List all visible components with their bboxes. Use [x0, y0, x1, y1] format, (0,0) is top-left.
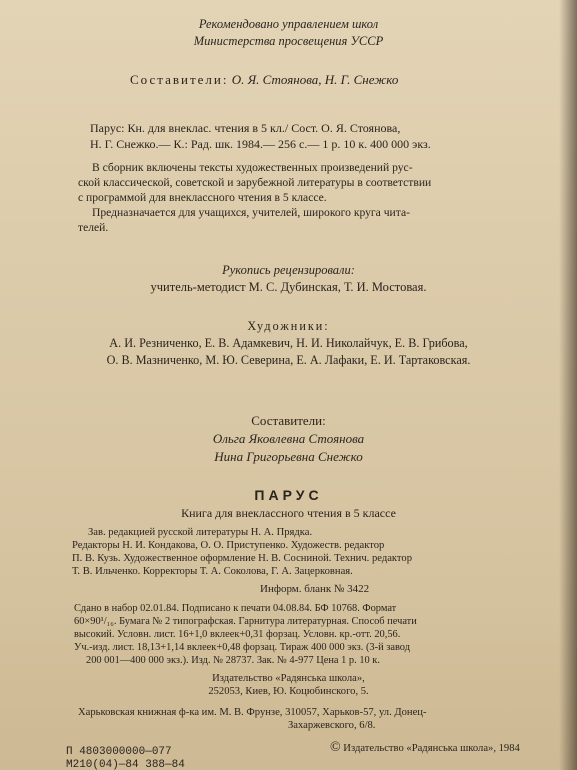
artists — [0, 318, 577, 369]
compilers-full-label: Составители: — [251, 413, 326, 428]
editorial-line-2: Редакторы Н. И. Кондакова, О. О. Приступенко. Художеств. редактор — [72, 540, 385, 551]
reviewers-names: учитель-методист М. С. Дубинская, Т. И. Мостовая. — [150, 280, 427, 294]
reviewers-label: Рукопись рецензировали: — [222, 263, 355, 277]
recommendation — [0, 16, 577, 50]
page-fold-shadow — [559, 0, 577, 770]
editorial-line-1: Зав. редакцией русской литературы Н. А. Прядка. — [88, 527, 313, 538]
publisher-name: Издательство «Радянська школа», — [212, 673, 365, 684]
artists-line-2: О. В. Мазниченко, М. Ю. Северина, Е. А. Лафаки, Е. И. Тартаковская. — [106, 353, 471, 367]
annotation-line-1: В сборник включены тексты художественных произведений рус- — [92, 161, 413, 174]
code-line-2: М210(04)—84 388—84 — [66, 759, 185, 770]
annotation — [78, 160, 431, 235]
printing-line-2: 60×90¹/₁₆. Бумага № 2 типографская. Гарнитура литературная. Способ печати — [74, 616, 417, 627]
printing-factory — [78, 706, 426, 732]
compiler-name-1: Ольга Яковлевна Стоянова — [212, 431, 365, 446]
annotation-line-5: телей. — [78, 221, 109, 234]
editorial-line-4: Т. В. Ильченко. Корректоры Т. А. Соколова, Г. А. Зацерковная. — [72, 566, 353, 577]
recommendation-line-2: Министерства просвещения УССР — [193, 34, 384, 48]
printing-details — [74, 602, 417, 667]
factory-line-1: Харьковская книжная ф-ка им. М. В. Фрунзе, 310057, Харьков-57, ул. Донец- — [78, 707, 427, 718]
artists-label: Художники: — [247, 319, 330, 333]
compilers-names: О. Я. Стоянова, Н. Г. Снежко — [231, 72, 399, 87]
copyright — [330, 740, 520, 756]
publisher — [0, 672, 577, 698]
publisher-address: 252053, Киев, Ю. Коцюбинского, 5. — [208, 686, 369, 697]
annotation-line-4: Предназначается для учащихся, учителей, широкого круга чита- — [92, 206, 410, 219]
printing-line-3: высокий. Условн. лист. 16+1,0 вклеек+0,31 форзац. Условн. кр.-отт. 20,56. — [74, 629, 401, 640]
editorial-staff — [72, 526, 412, 578]
compilers-short — [130, 72, 398, 88]
printing-line-1: Сдано в набор 02.01.84. Подписано к печати 04.08.84. БФ 10768. Формат — [74, 603, 397, 614]
biblio-line-2: Н. Г. Снежко.— К.: Рад. шк. 1984.— 256 с.— 1 р. 10 к. 400 000 экз. — [90, 137, 431, 151]
editorial-line-3: П. В. Кузь. Художественное оформление Н. В. Сосниной. Технич. редактор — [72, 553, 413, 564]
copyright-symbol: © — [330, 740, 341, 755]
factory-line-2: Захаржевского, 6/8. — [288, 720, 376, 731]
reviewers — [0, 262, 577, 296]
printing-line-4: Уч.-изд. лист. 18,13+1,14 вклеек+0,48 форзац. Тираж 400 000 экз. (3-й завод — [74, 642, 410, 653]
copyright-text: Издательство «Радянська школа», 1984 — [343, 743, 520, 754]
annotation-line-2: ской классической, советской и зарубежной литературы в соответствии — [78, 176, 432, 189]
compiler-name-2: Нина Григорьевна Снежко — [214, 449, 363, 464]
artists-line-1: А. И. Резниченко, Е. В. Адамкевич, Н. И. Николайчук, Е. В. Грибова, — [109, 336, 468, 350]
bibliographic-record — [90, 120, 431, 152]
code-line-1: П 4803000000—077 — [66, 746, 172, 758]
compilers-label: Составители: — [130, 72, 229, 87]
recommendation-line-1: Рекомендовано управлением школ — [198, 17, 379, 31]
inform-blank: Информ. бланк № 3422 — [260, 583, 370, 595]
compilers-full — [0, 412, 577, 466]
book-title: ПАРУС — [254, 487, 323, 503]
biblio-line-1: Парус: Кн. для внеклас. чтения в 5 кл./ Сост. О. Я. Стоянова, — [90, 121, 401, 135]
annotation-line-3: с программой для внеклассного чтения в 5 классе. — [78, 191, 327, 204]
catalog-codes — [66, 746, 185, 770]
printing-line-5: 200 001—400 000 экз.). Изд. № 28737. Зак. № 4-977 Цена 1 р. 10 к. — [86, 655, 380, 666]
book-subtitle: Книга для внеклассного чтения в 5 классе — [181, 506, 396, 520]
